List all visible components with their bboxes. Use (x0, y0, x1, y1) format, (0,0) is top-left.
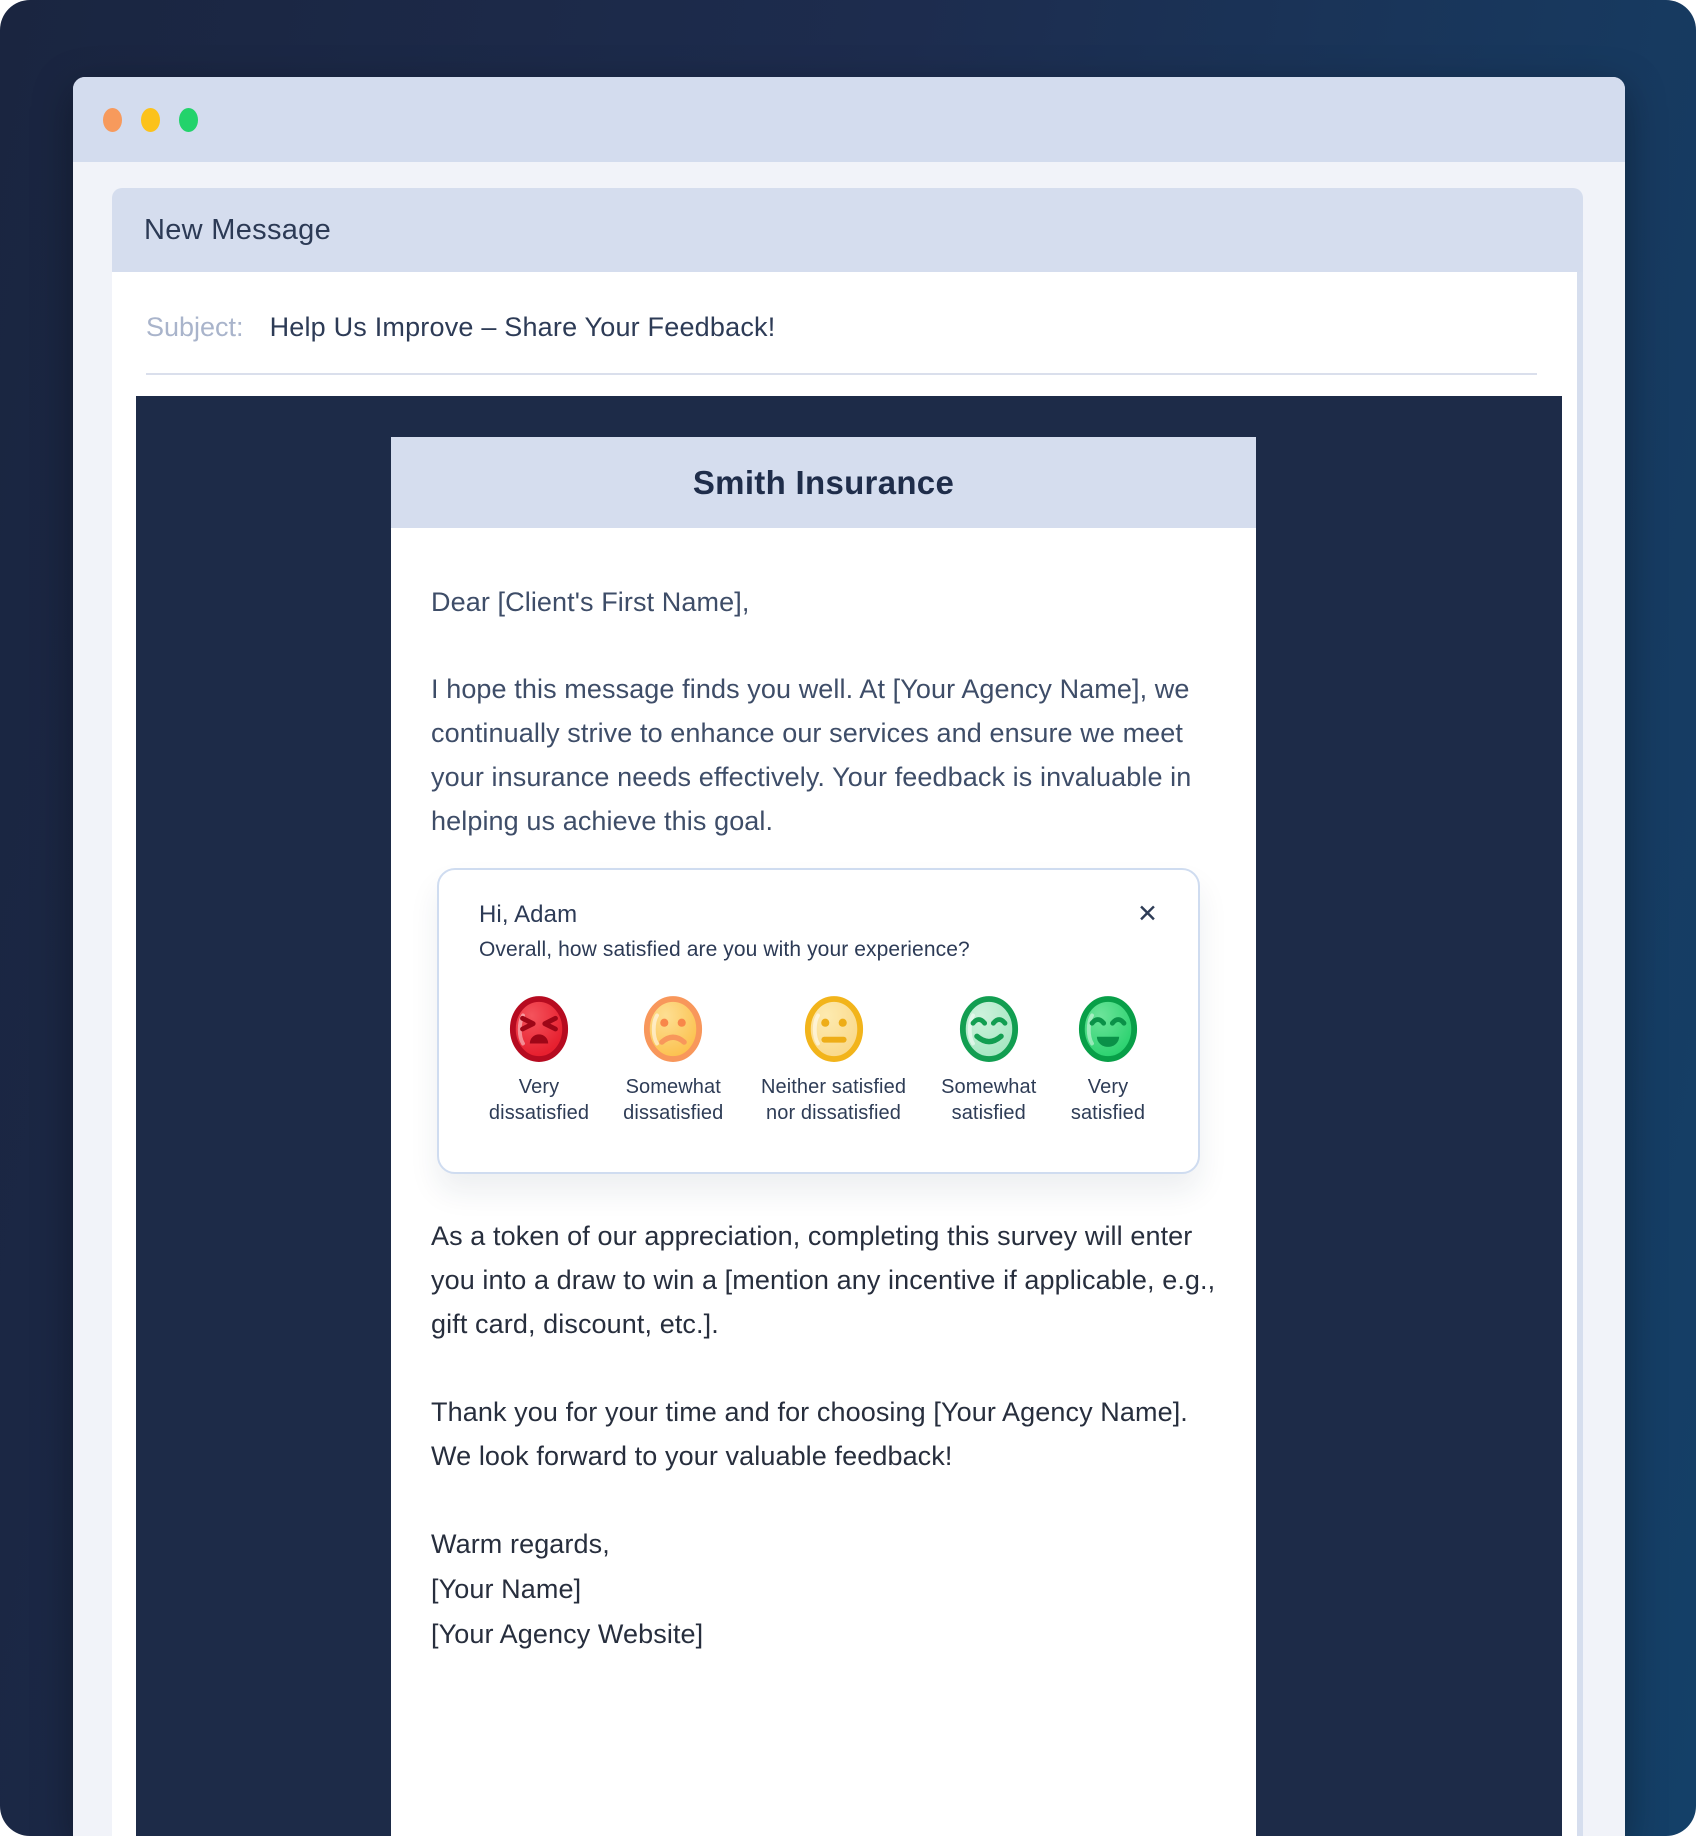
email-preview-backdrop (136, 396, 1562, 1836)
minimize-window-button[interactable] (141, 108, 160, 132)
compose-body (112, 272, 1583, 1836)
survey-close-icon[interactable]: ✕ (1137, 900, 1158, 928)
rating-options-row (479, 994, 1158, 1126)
rating-label: Neither satisfied nor dissatisfied (760, 1076, 907, 1124)
close-window-button[interactable] (103, 108, 122, 132)
email-body (391, 580, 1256, 1657)
rating-option-very-satisfied[interactable] (1058, 994, 1158, 1126)
email-brand-header (391, 437, 1256, 528)
signature-name: [Your Name] (431, 1574, 582, 1604)
rating-option-somewhat-dissatisfied[interactable] (608, 994, 738, 1126)
rating-option-very-dissatisfied[interactable] (479, 994, 599, 1126)
rating-label: Somewhat satisfied (941, 1076, 1037, 1124)
email-signature (431, 1522, 1216, 1657)
rating-label: Very satisfied (1070, 1076, 1146, 1124)
maximize-window-button[interactable] (179, 108, 198, 132)
email-card (391, 437, 1256, 1836)
subject-label: Subject: (146, 312, 244, 342)
angry-face-icon (508, 994, 570, 1064)
subject-divider (146, 373, 1537, 375)
email-closing: Warm regards, (431, 1529, 610, 1559)
compose-header (112, 188, 1583, 272)
satisfaction-survey-widget (437, 868, 1200, 1174)
rating-label: Very dissatisfied (488, 1076, 590, 1124)
signature-website: [Your Agency Website] (431, 1619, 704, 1649)
survey-greeting: Hi, Adam (479, 901, 578, 928)
email-greeting: Dear [Client's First Name], (431, 587, 750, 617)
email-paragraph-intro: I hope this message finds you well. At [Your Agency Name], we continually strive to enhance our services and ensure we meet your insurance needs effectively. Your feedback is invaluable in helping us achieve this goal. (431, 674, 1192, 836)
compose-panel (112, 188, 1583, 1836)
email-paragraph-thanks: Thank you for your time and for choosing [Your Agency Name]. We look forward to your valuable feedback! (431, 1397, 1188, 1471)
subject-row[interactable] (112, 272, 1577, 343)
window-titlebar (73, 77, 1625, 162)
brand-name: Smith Insurance (692, 463, 955, 501)
rating-option-neutral[interactable] (748, 994, 920, 1126)
grin-face-icon (1077, 994, 1139, 1064)
compose-title: New Message (144, 213, 332, 246)
neutral-face-icon (803, 994, 865, 1064)
smile-face-icon (958, 994, 1020, 1064)
survey-question: Overall, how satisfied are you with your experience? (479, 938, 970, 961)
rating-option-somewhat-satisfied[interactable] (929, 994, 1049, 1126)
survey-header (479, 900, 1158, 964)
rating-label: Somewhat dissatisfied (623, 1076, 724, 1124)
subject-input[interactable]: Help Us Improve – Share Your Feedback! (269, 312, 776, 342)
frown-face-icon (642, 994, 704, 1064)
email-paragraph-incentive: As a token of our appreciation, completing this survey will enter you into a draw to win a [mention any incentive if applicable, e.g., gift card, discount, etc.]. (431, 1221, 1216, 1339)
compose-window (73, 77, 1625, 1836)
